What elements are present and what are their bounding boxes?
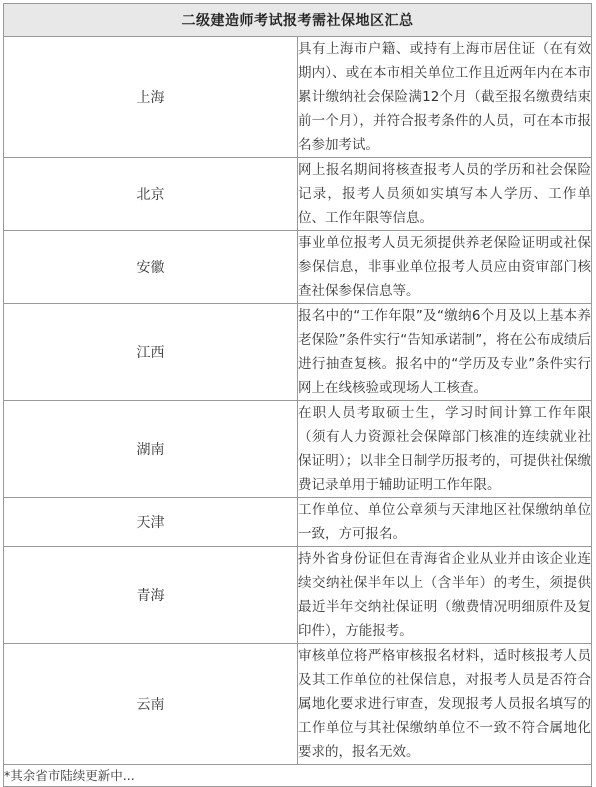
- requirement-cell: 工作单位、单位公章须与天津地区社保缴纳单位一致，方可报名。: [298, 498, 592, 547]
- table-row: [4, 37, 592, 158]
- region-cell: 云南: [4, 644, 298, 765]
- requirement-cell: 事业单位报考人员无须提供养老保险证明或社保参保信息，非事业单位报考人员应由资审部门核查社保参保信息等。: [298, 231, 592, 304]
- region-cell: 北京: [4, 158, 298, 231]
- region-cell: 上海: [4, 37, 298, 158]
- requirement-cell: 持外省身份证但在青海省企业从业并由该企业连续交纳社保半年以上（含半年）的考生，须提供最近半年交纳社保证明（缴费情况明细原件及复印件），方能报考。: [298, 547, 592, 644]
- requirement-cell: 在职人员考取硕士生，学习时间计算工作年限（须有人力资源社会保障部门核准的连续就业社保证明）；以非全日制学历报考的，可提供社保缴费记录单用于辅助证明工作年限。: [298, 401, 592, 498]
- table-row: [4, 158, 592, 231]
- region-cell: 江西: [4, 304, 298, 401]
- region-cell: 安徽: [4, 231, 298, 304]
- table-title: 二级建造师考试报考需社保地区汇总: [4, 4, 592, 37]
- table-row: [4, 231, 592, 304]
- region-cell: 青海: [4, 547, 298, 644]
- requirement-cell: 具有上海市户籍、或持有上海市居住证（在有效期内）、或在本市相关单位工作且近两年内在本市累计缴纳社会保险满12个月（截至报名缴费结束前一个月），并符合报考条件的人员，可在本市报名参加考试。: [298, 37, 592, 158]
- requirement-cell: 报名中的“工作年限”及“缴纳6个月及以上基本养老保险”条件实行“告知承诺制”，将在公布成绩后进行抽查复核。报名中的“学历及专业”条件实行网上在线核验或现场人工核查。: [298, 304, 592, 401]
- requirement-cell: 审核单位将严格审核报名材料，适时核报考人员及其工作单位的社保信息，对报考人员是否符合属地化要求进行审查，发现报考人员报名填写的工作单位与其社保缴纳单位不一致不符合属地化要求的，报名无效。: [298, 644, 592, 765]
- table-header-row: [4, 4, 592, 37]
- table-row: [4, 498, 592, 547]
- table-row: [4, 547, 592, 644]
- social-insurance-region-table: [3, 3, 592, 787]
- region-cell: 天津: [4, 498, 298, 547]
- requirement-cell: 网上报名期间将核查报考人员的学历和社会保险记录，报考人员须如实填写本人学历、工作单位、工作年限等信息。: [298, 158, 592, 231]
- table-row: [4, 401, 592, 498]
- footnote-row: [4, 765, 592, 787]
- table-row: [4, 644, 592, 765]
- footnote: *其余省市陆续更新中...: [4, 765, 592, 787]
- region-cell: 湖南: [4, 401, 298, 498]
- table-row: [4, 304, 592, 401]
